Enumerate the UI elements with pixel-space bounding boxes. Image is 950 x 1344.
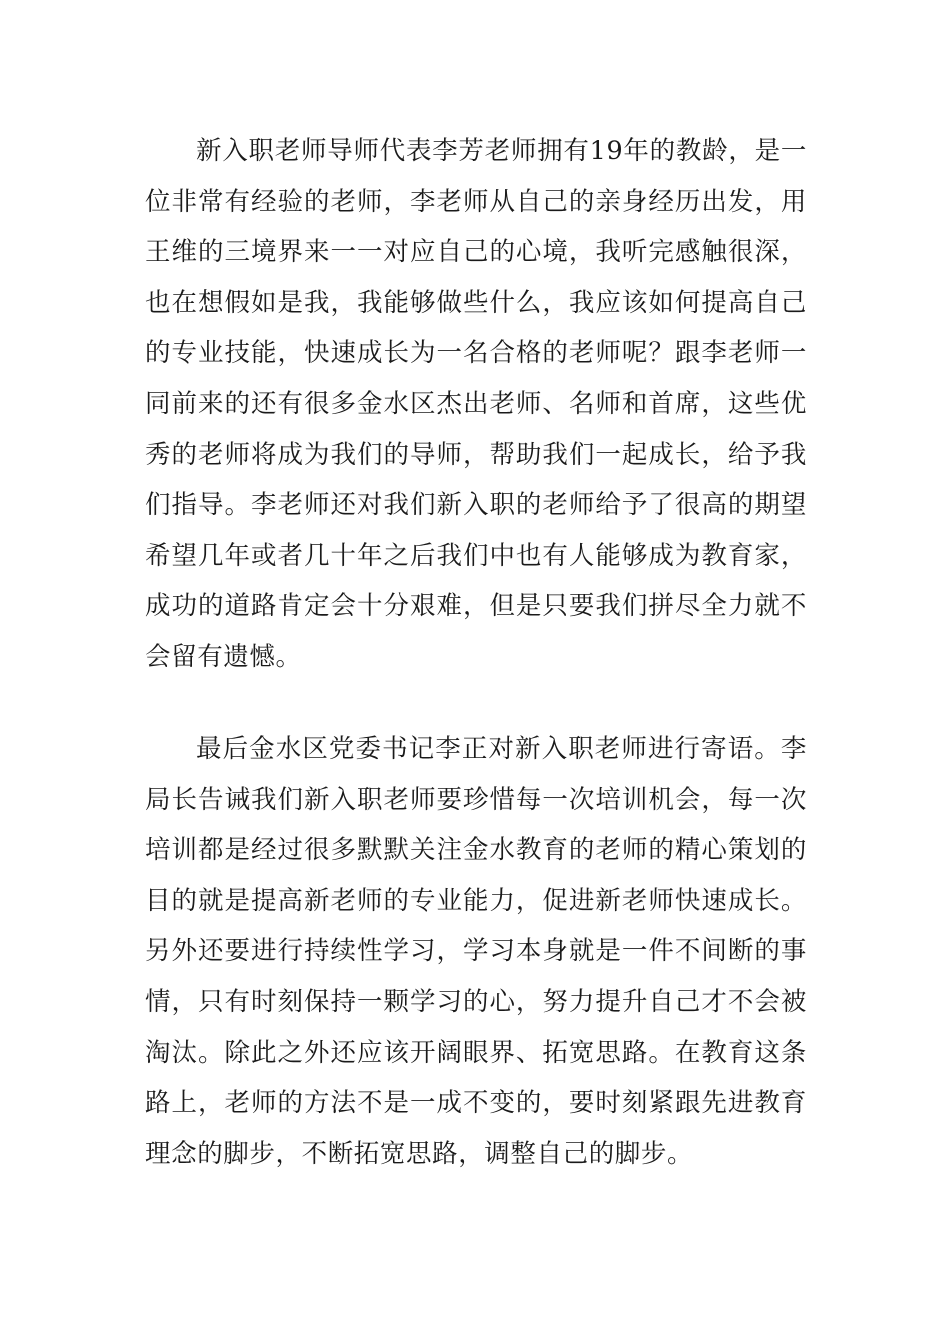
paragraph-mentor-speech: 新入职老师导师代表李芳老师拥有19年的教龄，是一位非常有经验的老师，李老师从自己的亲身经历出发，用王维的三境界来一一对应自己的心境，我听完感触很深，也在想假如是我，我能够做些什么，我应该如何提高自己的专业技能，快速成长为一名合格的老师呢？跟李老师一同前来的还有很多金水区杰出老师、名师和首席，这些优秀的老师将成为我们的导师，帮助我们一起成长，给予我们指导。李老师还对我们新入职的老师给予了很高的期望希望几年或者几十年之后我们中也有人能够成为教育家，成功的道路肯定会十分艰难，但是只要我们拼尽全力就不会留有遗憾。 [145,136,807,672]
paragraph-secretary-message: 最后金水区党委书记李正对新入职老师进行寄语。李局长告诫我们新入职老师要珍惜每一次培训机会，每一次培训都是经过很多默默关注金水教育的老师的精心策划的目的就是提高新老师的专业能力，促进新老师快速成长。另外还要进行持续性学习，学习本身就是一件不间断的事情，只有时刻保持一颗学习的心，努力提升自己才不会被淘汰。除此之外还应该开阔眼界、拓宽思路。在教育这条路上，老师的方法不是一成不变的，要时刻紧跟先进教育理念的脚步，不断拓宽思路，调整自己的脚步。 [145,734,807,1169]
